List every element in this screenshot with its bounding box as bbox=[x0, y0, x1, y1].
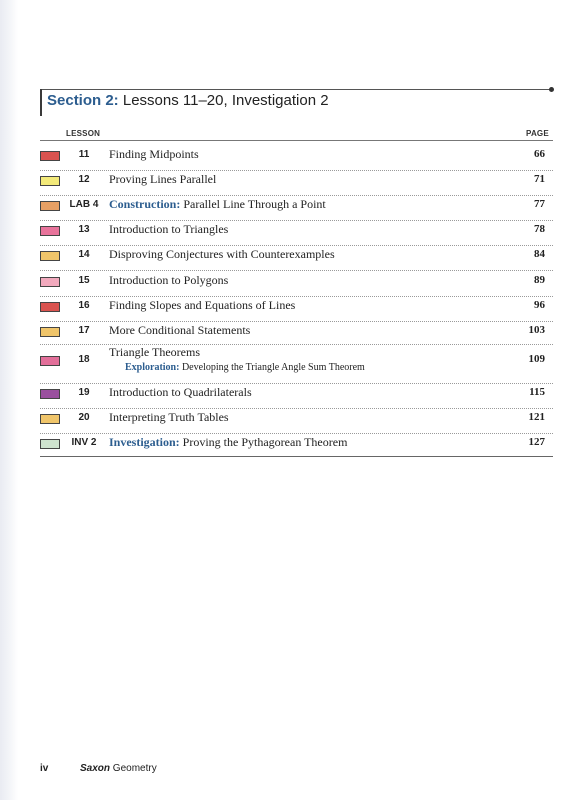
lesson-type-label: Investigation: bbox=[109, 435, 180, 449]
toc-row bbox=[40, 272, 553, 297]
exploration-subtitle[interactable] bbox=[125, 362, 365, 373]
lesson-title-text: Introduction to Quadrilaterals bbox=[109, 385, 252, 399]
lesson-title-text: More Conditional Statements bbox=[109, 323, 251, 337]
toc-row bbox=[40, 246, 553, 271]
color-swatch bbox=[40, 356, 60, 366]
section-label: Section 2: bbox=[47, 92, 119, 109]
section-title bbox=[47, 92, 329, 109]
lesson-title[interactable] bbox=[109, 197, 326, 212]
lesson-title[interactable] bbox=[109, 147, 199, 162]
lesson-title[interactable] bbox=[109, 345, 200, 360]
lesson-number: LAB 4 bbox=[69, 199, 99, 210]
page-reference: 121 bbox=[528, 411, 545, 423]
page-reference: 84 bbox=[534, 248, 545, 260]
page-reference: 77 bbox=[534, 198, 545, 210]
lesson-type-label: Construction: bbox=[109, 197, 181, 211]
lesson-number: 17 bbox=[78, 325, 90, 336]
toc-row bbox=[40, 384, 553, 409]
lesson-number: 14 bbox=[78, 249, 90, 260]
toc-row bbox=[40, 297, 553, 322]
page-reference: 66 bbox=[534, 148, 545, 160]
toc-row bbox=[40, 171, 553, 196]
book-title bbox=[80, 763, 157, 774]
toc-row bbox=[40, 434, 553, 456]
table-bottom-rule bbox=[40, 456, 553, 457]
lesson-title-text: Proving the Pythagorean Theorem bbox=[182, 435, 348, 449]
exploration-label: Exploration: bbox=[125, 362, 180, 373]
page-edge-shadow bbox=[0, 0, 18, 800]
lesson-title-text: Introduction to Polygons bbox=[109, 273, 229, 287]
page-reference: 89 bbox=[534, 274, 545, 286]
page-reference: 78 bbox=[534, 223, 545, 235]
toc-row bbox=[40, 322, 553, 345]
lesson-number: 13 bbox=[78, 224, 90, 235]
toc-row bbox=[40, 345, 553, 384]
page-reference: 96 bbox=[534, 299, 545, 311]
book-name: Geometry bbox=[112, 763, 157, 774]
page-reference: 127 bbox=[528, 436, 545, 448]
color-swatch bbox=[40, 176, 60, 186]
brand-name: Saxon bbox=[80, 763, 111, 774]
section-header bbox=[40, 86, 555, 116]
lesson-title[interactable] bbox=[109, 273, 228, 288]
lesson-title[interactable] bbox=[109, 247, 335, 262]
lesson-number: 18 bbox=[78, 354, 90, 365]
column-header-lesson: LESSON bbox=[66, 129, 101, 138]
lesson-title[interactable] bbox=[109, 323, 250, 338]
lesson-number: 19 bbox=[78, 387, 90, 398]
section-subtitle: Lessons 11–20, Investigation 2 bbox=[122, 92, 329, 109]
lesson-title-text: Triangle Theorems bbox=[109, 345, 200, 359]
color-swatch bbox=[40, 302, 60, 312]
exploration-title-text: Developing the Triangle Angle Sum Theorem bbox=[181, 362, 365, 373]
page-reference: 71 bbox=[534, 173, 545, 185]
toc-row bbox=[40, 146, 553, 171]
color-swatch bbox=[40, 389, 60, 399]
lesson-title-text: Finding Midpoints bbox=[109, 147, 199, 161]
lesson-title[interactable] bbox=[109, 222, 228, 237]
color-swatch bbox=[40, 251, 60, 261]
toc-row bbox=[40, 221, 553, 246]
lesson-title[interactable] bbox=[109, 385, 252, 400]
header-rule bbox=[40, 89, 552, 90]
page-reference: 109 bbox=[528, 353, 545, 365]
lesson-title-text: Introduction to Triangles bbox=[109, 222, 229, 236]
color-swatch bbox=[40, 439, 60, 449]
toc-row bbox=[40, 409, 553, 434]
color-swatch bbox=[40, 151, 60, 161]
lesson-number: 11 bbox=[78, 149, 90, 160]
lesson-number: 15 bbox=[78, 275, 90, 286]
color-swatch bbox=[40, 201, 60, 211]
lesson-number: 16 bbox=[78, 300, 90, 311]
toc-row bbox=[40, 196, 553, 221]
lesson-number: 12 bbox=[78, 174, 90, 185]
lesson-title[interactable] bbox=[109, 172, 216, 187]
lesson-number: INV 2 bbox=[71, 437, 97, 448]
color-swatch bbox=[40, 327, 60, 337]
page-number: iv bbox=[40, 763, 49, 774]
color-swatch bbox=[40, 414, 60, 424]
color-swatch bbox=[40, 226, 60, 236]
lesson-title[interactable] bbox=[109, 410, 229, 425]
page-reference: 103 bbox=[528, 324, 545, 336]
lesson-title-text: Interpreting Truth Tables bbox=[109, 410, 229, 424]
lesson-title-text: Finding Slopes and Equations of Lines bbox=[109, 298, 296, 312]
header-bracket bbox=[40, 89, 42, 116]
color-swatch bbox=[40, 277, 60, 287]
column-header-page: PAGE bbox=[526, 129, 549, 138]
lesson-title-text: Disproving Conjectures with Counterexamples bbox=[109, 247, 335, 261]
page-reference: 115 bbox=[529, 386, 545, 398]
lesson-title[interactable] bbox=[109, 435, 347, 450]
lesson-title[interactable] bbox=[109, 298, 295, 313]
page-footer bbox=[40, 763, 157, 774]
lesson-title-text: Proving Lines Parallel bbox=[109, 172, 217, 186]
lesson-title-text: Parallel Line Through a Point bbox=[183, 197, 326, 211]
header-divider bbox=[40, 140, 553, 141]
header-dot bbox=[549, 87, 554, 92]
lesson-number: 20 bbox=[78, 412, 90, 423]
row-divider bbox=[40, 270, 553, 271]
